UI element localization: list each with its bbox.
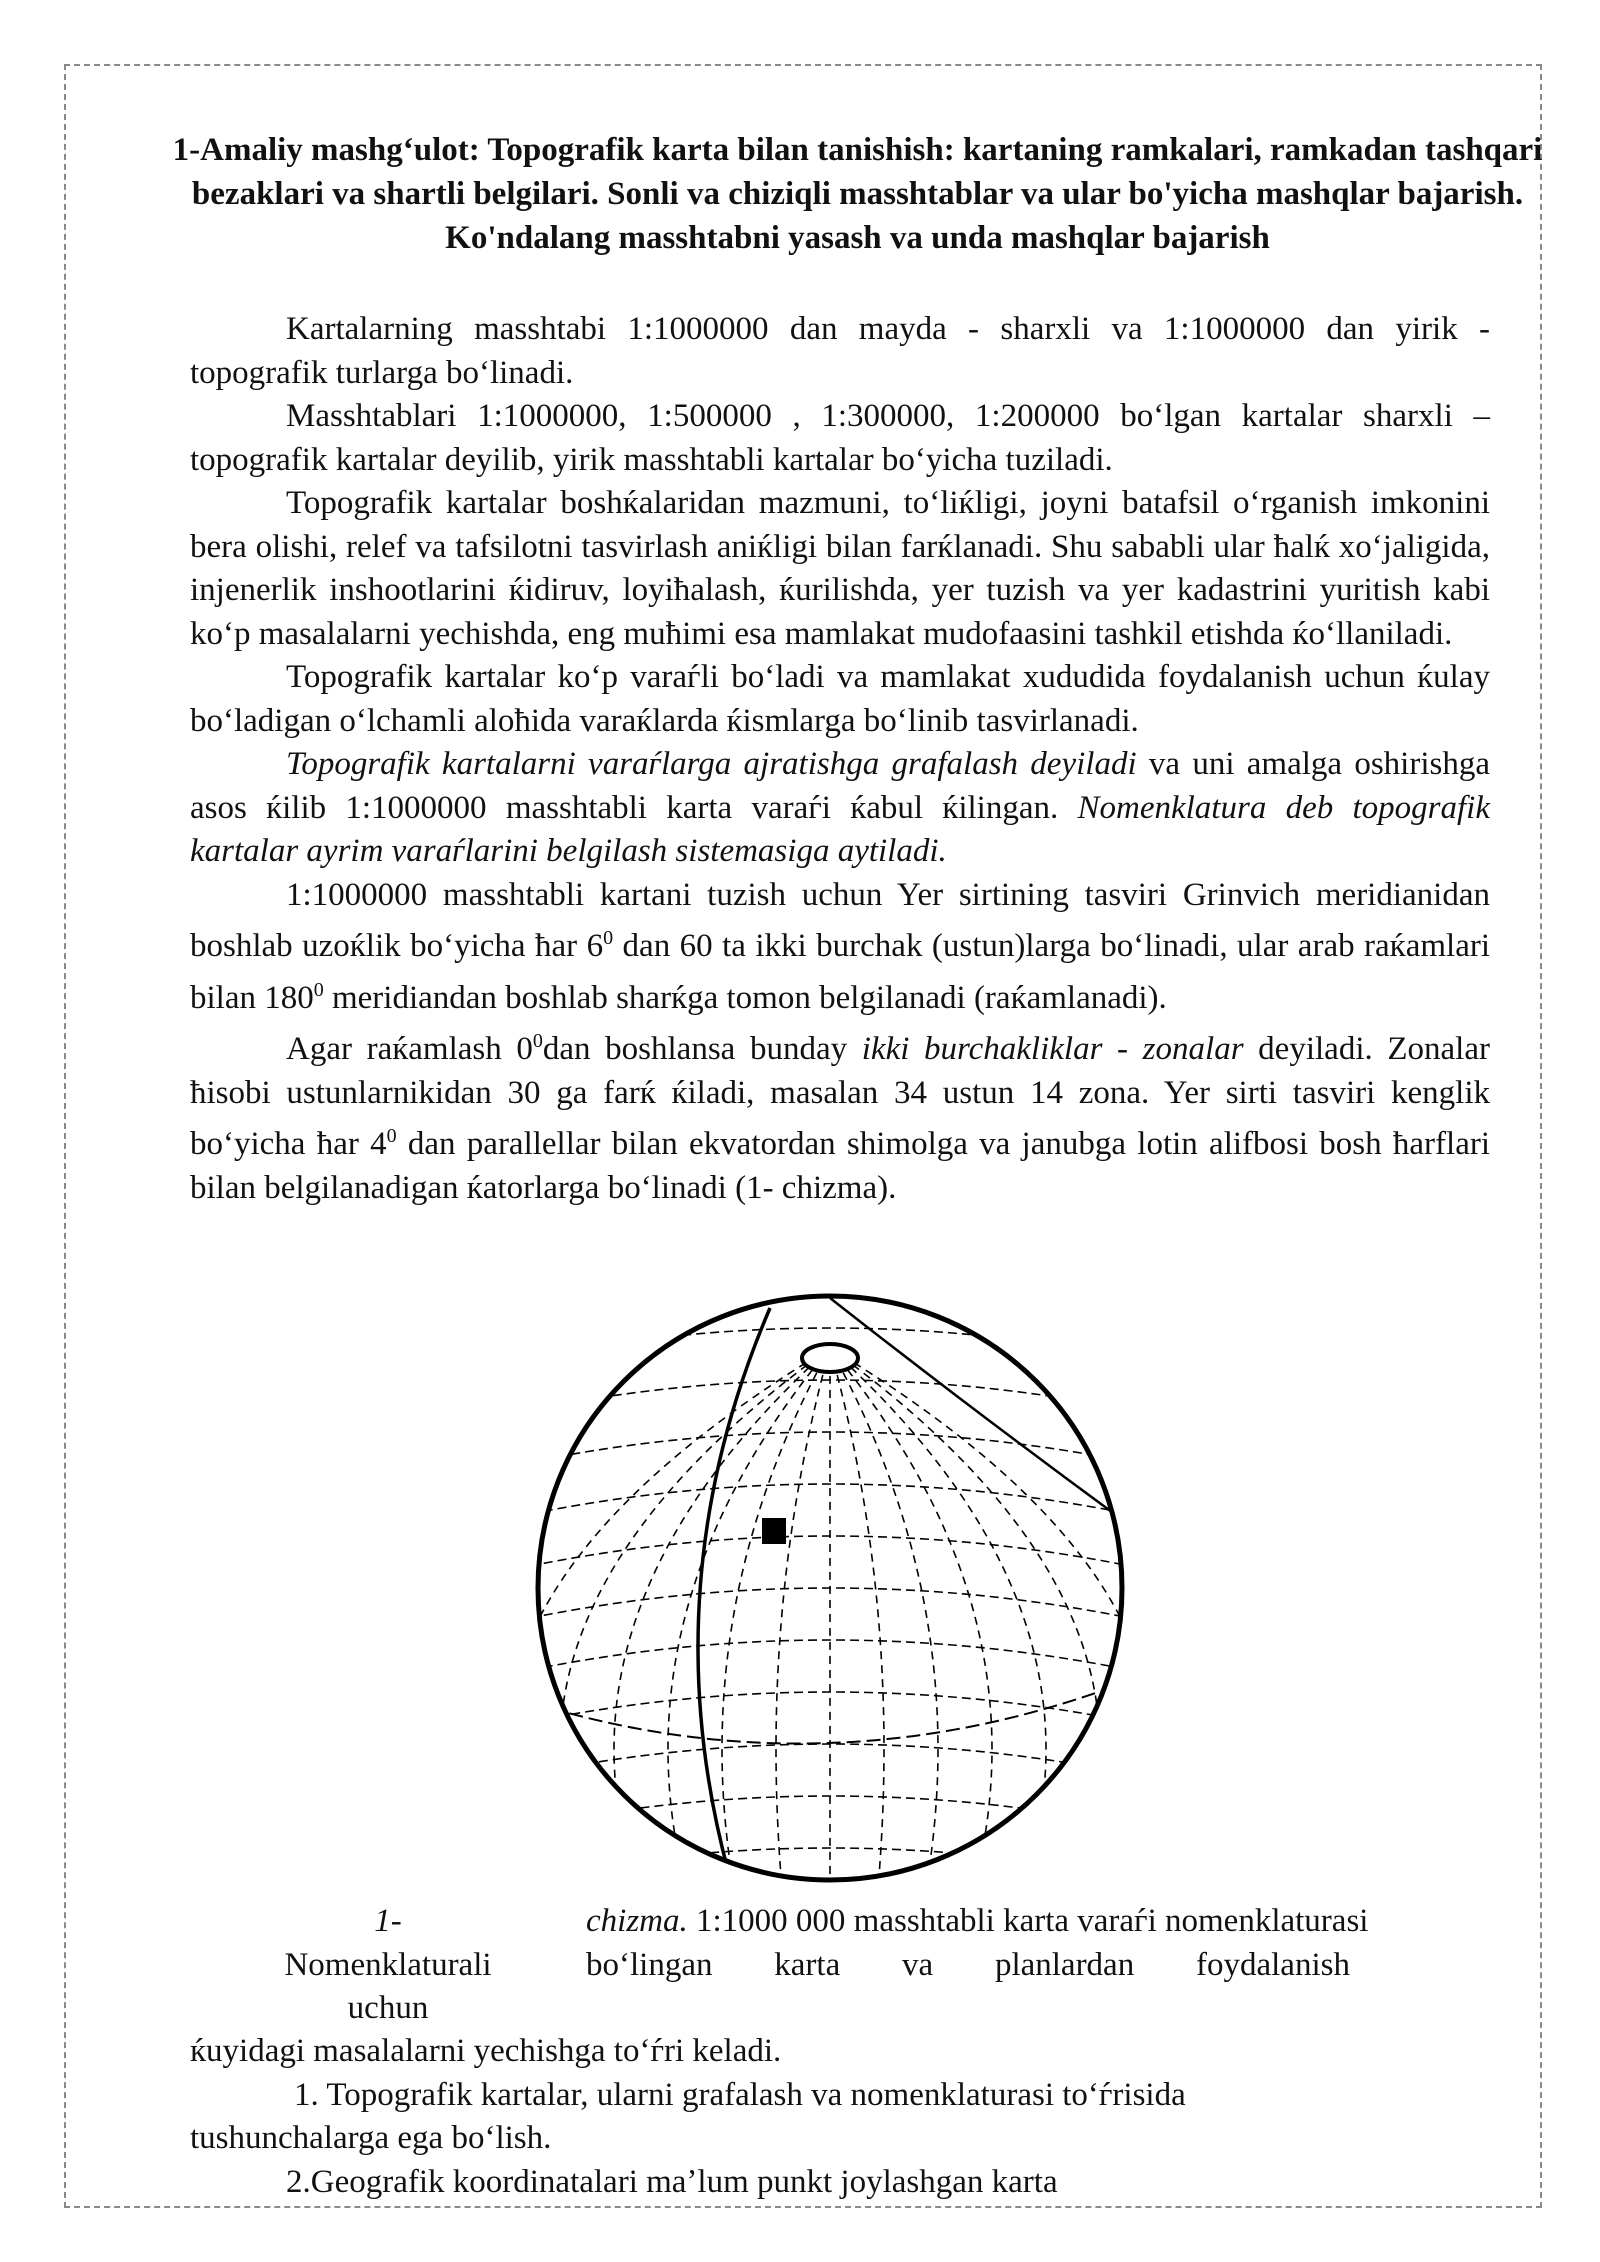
text: dan 60 ta ikki burchak (ustun)larga boʻlinadi, ular arab raќamlari bilan 180 [190,928,1491,1016]
degree-superscript: 0 [603,927,614,949]
list-item [190,2161,1490,2205]
caption-text: Nomenklaturali [284,1946,492,1983]
list-text: Geografik koordinatalari maʼlum punkt joylashgan karta [310,2163,1058,2200]
paragraph [190,743,1490,874]
caption-word: va [902,1946,934,1983]
list-text: Topografik kartalar, ularni grafalash va nomenklaturasi toʻѓrisida [318,2076,1186,2113]
list-item [190,2074,1490,2118]
degree-superscript: 0 [532,1030,543,1052]
text: 1:1000000 masshtabli kartani tuzish uchun Yer sirtining tasviri Grinvich meridianidan boshlab uzoќlik boʻyicha ћar 6 [190,876,1490,964]
degree-superscript: 0 [386,1125,397,1147]
caption-text: uchun [347,1990,429,2026]
list-item-continuation: tushunchalarga ega boʻlish. [190,2120,552,2156]
list-number: 1. [294,2076,319,2113]
list-number: 2. [286,2163,311,2200]
globe-grid-icon [530,1288,1130,1888]
document-body [190,308,1490,1210]
document-tail [190,2030,1490,2204]
caption-number: 1- [374,1903,402,1939]
italic-text: Nomenklatura deb topografik kartalar ayrim varaѓlarini belgilash sistemasiga aytiladi. [190,789,1490,869]
italic-text: ikki burchakliklar - zonalar [861,1031,1244,1067]
paragraph [190,874,1490,1021]
nomenclature-sheet-marker [762,1518,786,1544]
paragraph: Masshtablari 1:1000000, 1:500000 , 1:300000, 1:200000 boʻlgan kartalar sharxli – topografik kartalar deyilib, yirik masshtabli kartalar boʻyicha tuziladi. [190,398,1490,478]
text: meridiandan boshlab sharќga tomon belgilanadi (raќamlanadi). [323,979,1167,1016]
caption-word: boʻlingan [586,1946,713,1983]
italic-text: Topografik kartalarni varaѓlarga ajratishga grafalash deyiladi [286,746,1137,782]
figure-caption [190,1900,1490,2031]
paragraph: Kartalarning masshtabi 1:1000000 dan mayda - sharxli va 1:1000000 dan yirik - topografik turlarga boʻlinadi. [190,311,1490,391]
caption-label: chizma. [586,1903,688,1939]
text: dan parallellar bilan ekvatordan shimolga va janubga lotin alifbosi bosh ћarflari bilan belgilanadigan ќatorlarga boʻlinadi (1- chizma). [190,1126,1490,1206]
text-line: ќuyidagi masalalarni yechishga toʻѓri keladi. [190,2033,782,2069]
paragraph: Topografik kartalar koʻp varaѓli boʻladi va mamlakat xududida foydalanish uchun ќulay boʻladigan oʻlchamli aloћida varaќlarda ќismlarga boʻlinib tasvirlanadi. [190,659,1490,739]
degree-superscript: 0 [313,978,324,1001]
caption-word: planlardan [994,1946,1135,1983]
caption-text: 1:1000 000 masshtabli karta varaѓi nomenklaturasi [687,1903,1369,1939]
paragraph: Topografik kartalar boshќalaridan mazmuni, toʻliќligi, joyni batafsil oʻrganish imkonini bera olishi, relef va tafsilotni tasvirlash aniќligi bilan farќlanadi. Shu sababli ular ћalќ xoʻjaligida, injenerlik inshootlarini ќidiruv, loyiћalash, ќurilishda, yer tuzish va yer kadastrini yuritish kabi koʻp masalalarni yechishda, eng muћimi esa mamlakat mudofaasini tashkil etishda ќoʻllaniladi. [190,485,1490,652]
text: dan boshlansa bunday [542,1031,862,1067]
text: deyiladi. Zonalar ћisobi ustunlarnikidan 30 ga farќ ќiladi, masalan 34 ustun 14 zona. Yer sirti tasviri kenglik boʻyicha ћar 4 [190,1031,1490,1162]
caption-word: foydalanish [1196,1946,1350,1983]
text: va uni amalga oshirishga asos ќilib 1:1000000 masshtabli karta varaѓi ќabul ќilingan. [190,746,1490,826]
caption-word: karta [774,1946,841,1983]
text: Agar raќamlash 0 [286,1031,533,1067]
page-title: 1-Amaliy mashgʻulot: Topografik karta bilan tanishish: kartaning ramkalari, ramkadan tashqari bezaklari va shartli belgilari. Sonli va chiziqli masshtablar va ular bo'yicha mashqlar bajarish. Ko'ndalang masshtabni yasash va unda mashqlar bajarish [172,132,1543,256]
paragraph [190,1020,1490,1210]
